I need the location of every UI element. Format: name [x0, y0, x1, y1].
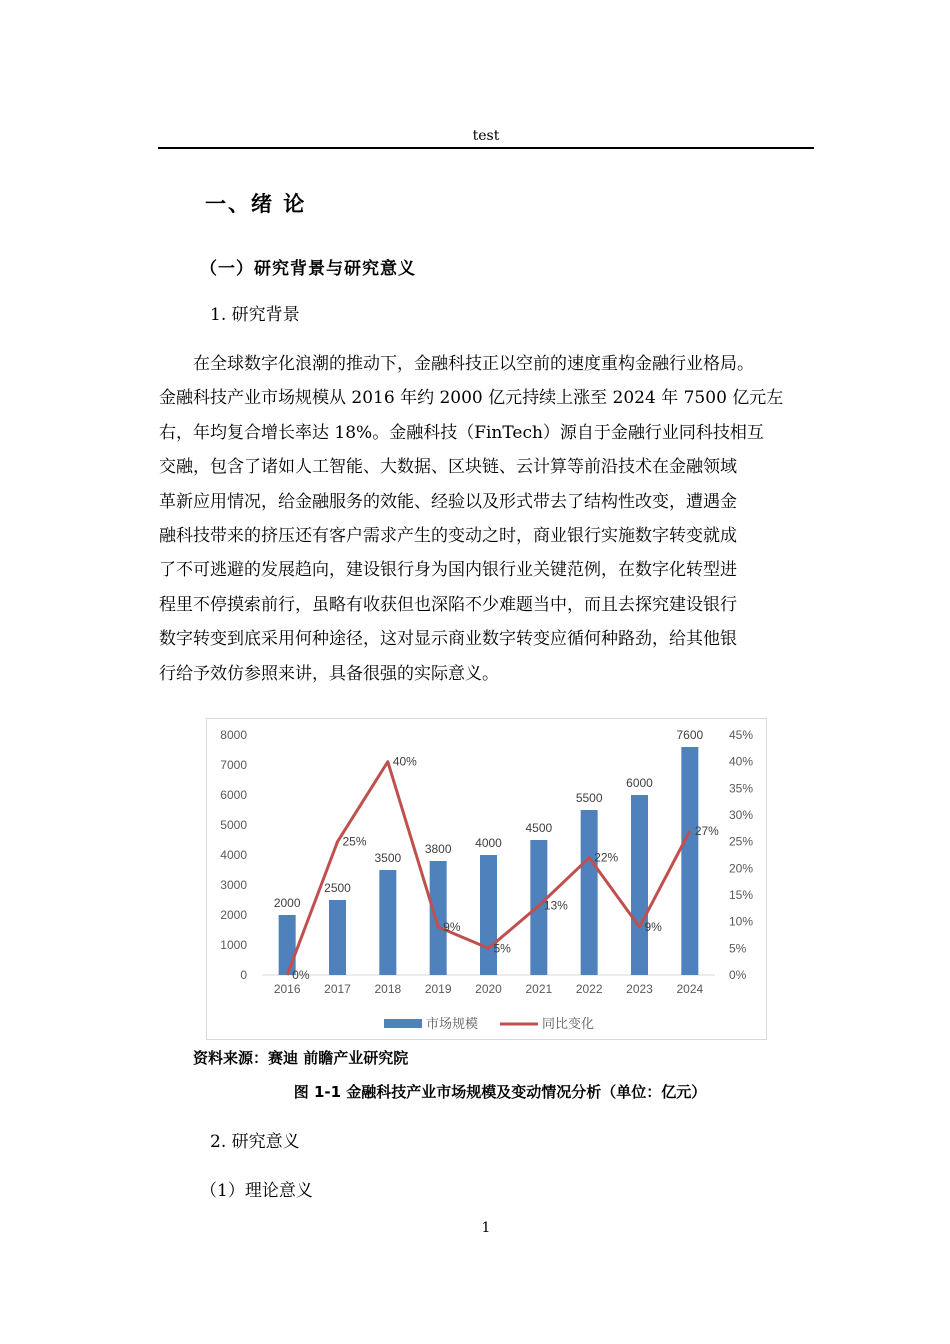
header-rule: [158, 147, 814, 149]
bar-data-label: 3800: [424, 842, 452, 856]
body-line: 数字转变到底采用何种途径，这对显示商业数字转变应循何种路劲，给其他银: [159, 629, 737, 650]
line-data-label: 25%: [342, 834, 367, 849]
bar-data-label: 7600: [676, 728, 704, 742]
right-axis-tick-label: 45%: [729, 728, 754, 742]
combo-chart: [207, 719, 766, 1039]
chart-frame: [206, 718, 767, 1040]
body-line: 右，年均复合增长率达 18%。金融科技（FinTech）源自于金融行业同科技相互: [159, 422, 764, 443]
left-axis-tick-label: 3000: [220, 878, 247, 892]
figure-caption: 图 1-1 金融科技产业市场规模及变动情况分析（单位：亿元）: [293, 1083, 707, 1101]
right-axis-tick-label: 30%: [729, 808, 754, 822]
left-axis-tick-label: 4000: [220, 848, 247, 862]
x-axis-tick-label: 2021: [525, 982, 553, 996]
line-data-label: 22%: [594, 850, 619, 865]
legend-swatch-bars: [384, 1019, 422, 1028]
body-paragraph: [159, 347, 815, 691]
x-axis-tick-label: 2024: [676, 982, 704, 996]
right-axis-tick-label: 40%: [729, 754, 754, 769]
body-line: 金融科技产业市场规模从 2016 年约 2000 亿元持续上涨至 2024 年 7500 亿元左: [159, 388, 784, 409]
bar: [681, 747, 698, 975]
line-data-label: 27%: [694, 824, 719, 838]
bar: [279, 915, 296, 975]
figure-source: 资料来源：赛迪 前瞻产业研究院: [193, 1049, 409, 1067]
right-axis-tick-label: 15%: [729, 888, 754, 902]
bar: [379, 870, 396, 975]
line-data-label: 9%: [644, 920, 662, 934]
x-axis-tick-label: 2017: [324, 982, 351, 996]
left-axis-tick-label: 1000: [220, 938, 247, 952]
right-axis-tick-label: 10%: [729, 914, 754, 929]
right-axis-tick-label: 35%: [729, 781, 754, 796]
body-line: 交融，包含了诸如人工智能、大数据、区块链、云计算等前沿技术在金融领域: [159, 457, 737, 478]
body-line: 行给予效仿参照来讲，具备很强的实际意义。: [159, 663, 499, 684]
page-number: 1: [481, 1220, 491, 1236]
bar-data-label: 4000: [475, 836, 502, 850]
left-axis-tick-label: 6000: [220, 788, 247, 802]
bar: [430, 861, 447, 975]
section-heading: （一）研究背景与研究意义: [200, 259, 416, 279]
line-data-label: 13%: [543, 898, 568, 913]
bar-data-label: 6000: [626, 776, 653, 790]
bar: [631, 795, 648, 975]
subsection-heading-background: 1. 研究背景: [210, 305, 300, 325]
bar-data-label: 4500: [525, 821, 553, 835]
body-line: 融科技带来的挤压还有客户需求产生的变动之时，商业银行实施数字转变就成: [159, 526, 737, 547]
line-data-label: 0%: [292, 968, 310, 982]
left-axis-tick-label: 5000: [220, 818, 247, 832]
left-axis-tick-label: 7000: [220, 758, 247, 772]
left-axis-tick-label: 2000: [220, 908, 247, 922]
running-header: test: [472, 128, 500, 144]
line-data-label: 9%: [443, 920, 461, 934]
x-axis-tick-label: 2020: [475, 982, 502, 996]
x-axis-tick-label: 2018: [374, 982, 402, 996]
right-axis-tick-label: 20%: [729, 861, 754, 876]
body-line: 革新应用情况，给金融服务的效能、经验以及形式带去了结构性改变，遭遇金: [159, 491, 737, 512]
chapter-heading: 一、绪 论: [205, 191, 307, 216]
subsubsection-heading-theory: （1）理论意义: [200, 1181, 313, 1201]
x-axis-tick-label: 2019: [424, 982, 452, 996]
x-axis-tick-label: 2022: [575, 982, 603, 996]
body-line: 程里不停摸索前行，虽略有收获但也深陷不少难题当中，而且去探究建设银行: [159, 594, 737, 615]
legend-label: 同比变化: [542, 1016, 595, 1031]
legend-label: 市场规模: [426, 1016, 479, 1031]
bar-data-label: 2000: [273, 896, 301, 910]
line-data-label: 5%: [493, 941, 511, 956]
right-axis-tick-label: 5%: [729, 941, 747, 956]
bar: [581, 810, 598, 975]
body-line: 在全球数字化浪潮的推动下，金融科技正以空前的速度重构金融行业格局。: [159, 354, 754, 374]
bar: [480, 855, 497, 975]
left-axis-tick-label: 0: [240, 968, 247, 982]
bar-data-label: 3500: [374, 851, 402, 865]
right-axis-tick-label: 25%: [729, 834, 754, 849]
subsection-heading-significance: 2. 研究意义: [210, 1132, 300, 1152]
x-axis-tick-label: 2016: [273, 982, 301, 996]
bar: [329, 900, 346, 975]
bar-data-label: 2500: [324, 881, 351, 895]
right-axis-tick-label: 0%: [729, 968, 747, 982]
left-axis-tick-label: 8000: [220, 728, 247, 742]
x-axis-tick-label: 2023: [626, 982, 653, 996]
line-data-label: 40%: [392, 754, 417, 769]
bar-data-label: 5500: [575, 791, 603, 805]
body-line: 了不可逃避的发展趋向，建设银行身为国内银行业关键范例，在数字化转型进: [159, 560, 737, 581]
